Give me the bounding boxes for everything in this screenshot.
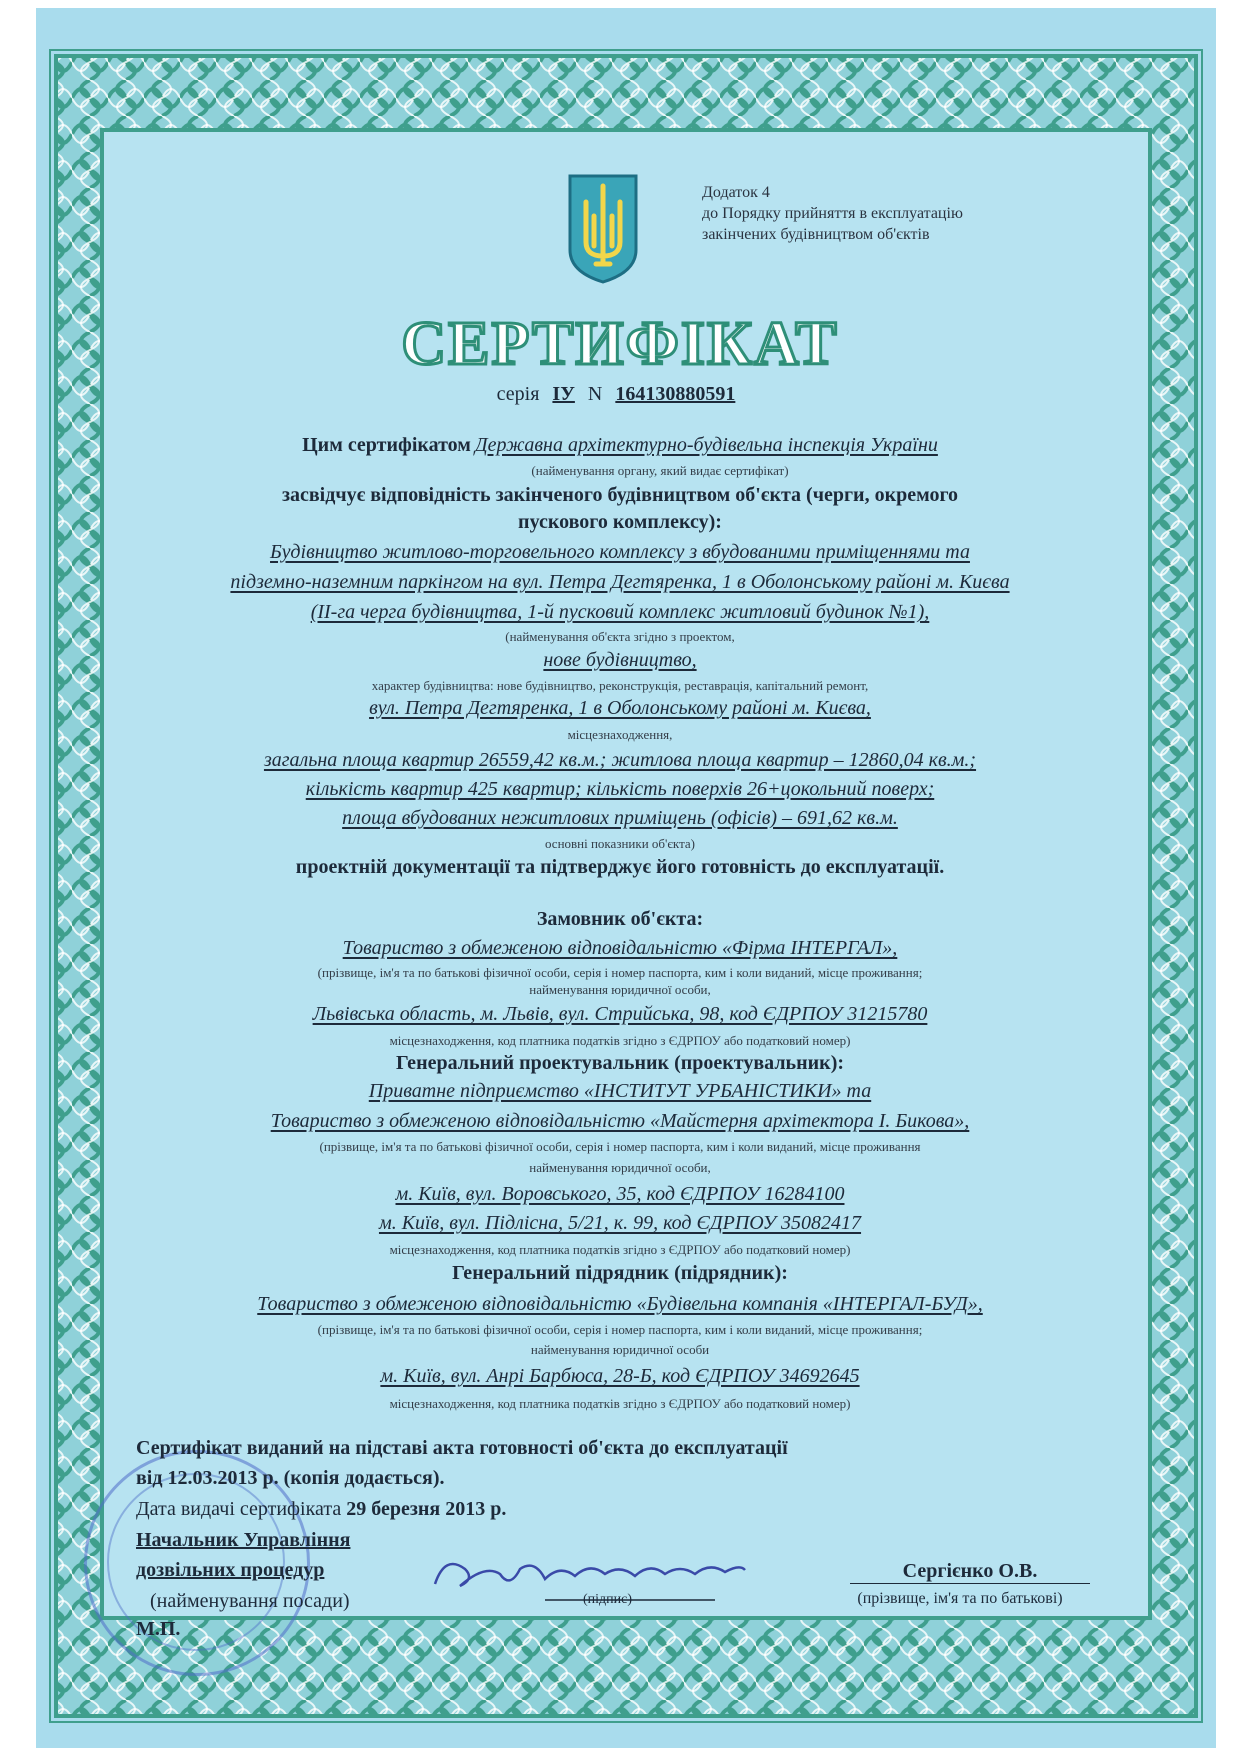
construction-type-line [130,649,1110,672]
customer-caption-2: найменування юридичної особи, [529,982,711,997]
certificate-number: 164130880591 [615,383,736,405]
conformity-statement: проектній документації та підтверджує його готовність до експлуатації. [295,856,945,878]
object-line-2 [130,571,1110,594]
contractor-caption-2: найменування юридичної особи [530,1342,710,1357]
indicator-line-3 [130,807,1110,830]
appendix-note [702,182,963,245]
contractor-caption-1: (прізвище, ім'я та по батькові фізичної особи, серія і номер паспорта, ким і коли виданий, місце проживання; [317,1322,923,1337]
customer-name: Товариство з обмеженою відповідальністю «Фірма ІНТЕРГАЛ», [342,937,898,959]
contractor-heading: Генеральний підрядник (підрядник): [452,1262,788,1284]
object-caption: (найменування об'єкта згідно з проектом, [505,629,735,644]
appendix-line: закінчених будівництвом об'єктів [702,226,930,243]
series-label: серія [496,383,540,405]
contractor-name: Товариство з обмеженою відповідальністю «Будівельна компанія «ІНТЕРГАЛ-БУД», [257,1293,983,1315]
seal-place-mark: М.П. [136,1618,181,1640]
issuer-line [130,434,1110,457]
indicator-text: загальна площа квартир 26559,42 кв.м.; житлова площа квартир – 12860,04 кв.м.; [263,749,977,771]
certifies-line-2: пускового комплексу): [518,511,722,533]
basis-line-2: від 12.03.2013 р. (копія додається). [136,1467,445,1489]
document-title [0,310,1240,381]
issue-date-label: Дата видачі сертифіката [136,1498,342,1520]
indicator-text: кількість квартир 425 квартир; кількість поверхів 26+цокольний поверх; [305,778,935,800]
designer-name: Товариство з обмеженою відповідальністю «Майстерня архітектора І. Бикова», [270,1110,970,1132]
position-line-1: Начальник Управління [136,1529,351,1551]
customer-heading: Замовник об'єкта: [536,908,704,930]
object-line-3 [130,601,1110,624]
indicators-caption: основні показники об'єкта) [544,836,696,851]
designer-name-line-1 [130,1080,1110,1103]
customer-caption-1: (прізвище, ім'я та по батькові фізичної особи, серія і номер паспорта, ким і коли виданий, місце проживання; [317,965,923,980]
basis-line-1: Сертифікат виданий на підставі акта готовності об'єкта до експлуатації [136,1437,788,1459]
construction-type: нове будівництво, [543,649,697,671]
designer-address-caption: місцезнаходження, код платника податків згідно з ЄДРПОУ або податковий номер) [389,1242,851,1257]
customer-name-line [130,937,1110,960]
appendix-line: Додаток 4 [702,184,770,201]
title-text: СЕРТИФІКАТ [401,310,839,376]
contractor-name-line [130,1293,1110,1316]
customer-address: Львівська область, м. Львів, вул. Стрийська, 98, код ЄДРПОУ 31215780 [312,1003,928,1025]
signatory-name: Сергієнко О.В. [850,1560,1090,1584]
title-lettering [390,310,850,376]
signature-caption: (підпис) [583,1592,633,1607]
customer-address-caption: місцезнаходження, код платника податків згідно з ЄДРПОУ або податковий номер) [389,1033,851,1048]
indicator-line-2 [130,778,1110,801]
series-value: ІУ [552,383,575,405]
object-text: Будівництво житлово-торговельного комплексу з вбудованими приміщеннями та [270,541,970,563]
signatory-name-caption: (прізвище, ім'я та по батькові) [857,1590,1063,1607]
issuer-name: Державна архітектурно-будівельна інспекція України [474,434,938,456]
indicator-text: площа вбудованих нежитлових приміщень (офісів) – 691,62 кв.м. [342,807,898,829]
position-caption: (найменування посади) [150,1590,350,1612]
issue-date-line [136,1498,506,1521]
designer-address-line-2 [130,1212,1110,1235]
designer-caption-2: найменування юридичної особи, [529,1160,711,1175]
indicator-line-1 [130,749,1110,772]
object-location: вул. Петра Дегтяренка, 1 в Оболонському районі м. Києва, [369,697,871,719]
issuer-caption: (найменування органу, який видає сертифікат) [531,463,789,478]
customer-address-line [130,1003,1110,1026]
object-text: (ІІ-га черга будівництва, 1-й пусковий комплекс житловий будинок №1), [310,601,930,623]
appendix-line: до Порядку прийняття в експлуатацію [702,205,963,222]
designer-address: м. Київ, вул. Підлісна, 5/21, к. 99, код ЄДРПОУ 35082417 [378,1212,862,1234]
designer-name: Приватне підприємство «ІНСТИТУТ УРБАНІСТИКИ» та [368,1080,872,1102]
trident-icon [566,172,640,284]
number-label: N [587,383,603,405]
object-text: підземно-наземним паркінгом на вул. Петра Дегтяренка, 1 в Оболонському районі м. Києва [230,571,1010,593]
designer-name-line-2 [130,1110,1110,1133]
issue-date-value: 29 березня 2013 р. [346,1498,507,1520]
designer-address: м. Київ, вул. Воровського, 35, код ЄДРПОУ 16284100 [395,1183,845,1205]
certifies-line-1: засвідчує відповідність закінченого будівництвом об'єкта (черги, окремого [281,484,959,506]
series-line [0,383,1240,406]
position-line-2: дозвільних процедур [136,1559,325,1581]
location-line [130,697,1110,720]
designer-heading: Генеральний проектувальник (проектувальник): [395,1052,845,1074]
location-caption: місцезнаходження, [567,727,673,742]
contractor-address-line [130,1365,1110,1388]
object-line-1 [130,541,1110,564]
issuer-lead: Цим сертифікатом [302,434,471,456]
designer-caption-1: (прізвище, ім'я та по батькові фізичної особи, серія і номер паспорта, ким і коли виданий, місце проживання [319,1139,921,1154]
contractor-address-caption: місцезнаходження, код платника податків згідно з ЄДРПОУ або податковий номер) [389,1396,851,1411]
construction-caption: характер будівництва: нове будівництво, реконструкція, реставрація, капітальний ремонт, [371,678,869,693]
designer-address-line-1 [130,1183,1110,1206]
contractor-address: м. Київ, вул. Анрі Барбюса, 28-Б, код ЄДРПОУ 34692645 [380,1365,860,1387]
